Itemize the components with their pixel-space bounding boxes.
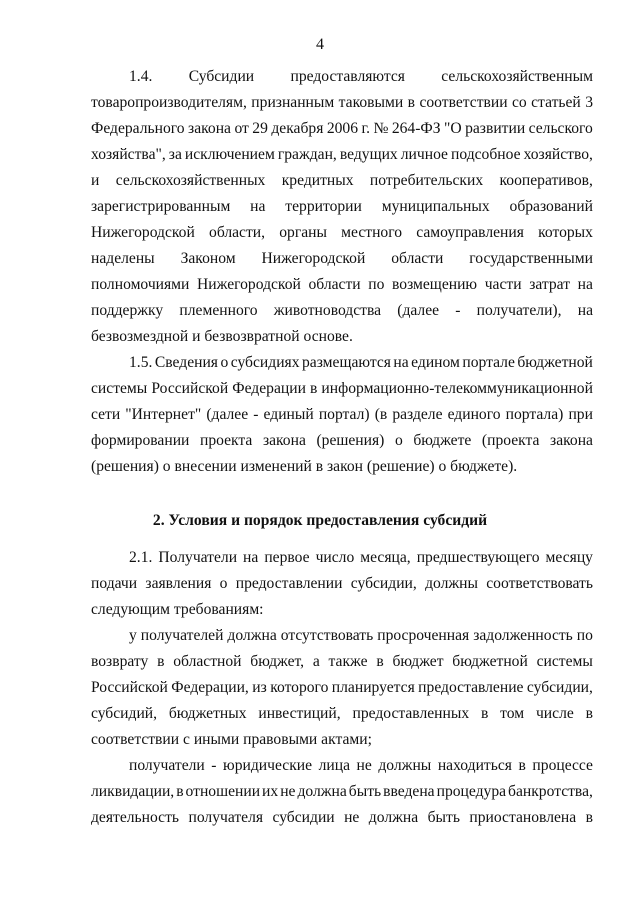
word: бюджет [392,653,444,670]
word: на [577,276,593,293]
word: 2.1. [129,549,153,566]
word: задолженность [473,627,573,644]
word: в [376,653,384,670]
word: (далее [206,406,249,423]
word: (в [374,406,388,423]
word: Субсидии [188,68,255,85]
word: также [328,653,368,670]
word: заявления [145,575,212,592]
text-line [91,116,593,142]
word: отсутствовать [280,627,374,644]
word: находиться [437,757,512,774]
word: предоставление [418,679,524,696]
word: местного [341,224,403,241]
word: лица [318,757,350,774]
word: единый [263,406,314,423]
word: исключением [184,146,275,163]
text-line [91,428,593,454]
word: единого [447,406,501,423]
word: части [484,276,522,293]
word: Федерации [232,380,306,397]
word: со [512,94,527,111]
word: получатели), [476,302,562,319]
word: Российской [91,679,168,696]
word: субсидии, [526,679,593,696]
word: ведущих [339,146,398,163]
word: отношении [185,783,261,800]
word: ликвидации, [91,783,175,800]
word: о [219,575,228,592]
word: территории [285,198,362,215]
word: при [568,406,593,423]
word: которого [270,679,329,696]
word: месяцу [545,549,593,566]
word: по [368,276,385,293]
word: (далее [397,302,440,319]
word: бюджетных [168,705,247,722]
word: органы [279,224,327,241]
word: развитии [465,120,526,137]
text-line [91,220,593,246]
word: таковыми [338,94,404,111]
word: которых [538,224,593,241]
word: образований [509,198,593,215]
word: сети [91,406,121,423]
word: предоставленных [352,705,470,722]
word: получателей [140,627,224,644]
word: деятельность [91,809,180,826]
word: получатели [129,757,205,774]
text-line [91,805,593,831]
word: в [407,94,416,111]
word: граждан, [277,146,337,163]
word: - [455,302,461,319]
word: том [500,705,525,722]
word: 29 [252,120,268,137]
word: первое [264,549,310,566]
word: - [211,757,217,774]
section-heading: 2. Условия и порядок предоставления субсидий [152,512,488,529]
word: области [308,276,361,293]
text-line [91,623,593,649]
text-line [91,64,593,90]
text-line [91,142,593,168]
text-line: безвозмездной и безвозвратной основе. [91,328,353,345]
word: не [280,783,296,800]
text-line [91,701,593,727]
word: бюджетной [517,354,593,371]
word: сельскохозяйственным [441,68,593,85]
word: должна [227,627,277,644]
text-line [91,571,593,597]
word: бюджет, [250,653,305,670]
word: из [252,679,267,696]
word: у [129,627,137,644]
word: субсидии [272,809,335,826]
word: признанным [251,94,335,111]
word: субсидии, [350,575,417,592]
word: портале [462,354,515,371]
word: 3 [585,94,593,111]
word: подсобное [451,146,521,163]
word: областной [173,653,242,670]
text-line [91,246,593,272]
word: наделены [91,250,155,267]
word: муниципальных [381,198,490,215]
word: бюджете [413,432,472,449]
section-1-text [91,64,593,480]
word: формировании [91,432,190,449]
word: декабря [271,120,324,137]
word: Законом [180,250,236,267]
text-line [91,272,593,298]
word: процессе [532,757,593,774]
word: предоставлении [235,575,343,592]
word: Нижегородской [197,276,301,293]
word: и [91,172,100,189]
word: соответствовать [486,575,593,592]
word: племенного [179,302,258,319]
word: процедура [436,783,507,800]
word: Нижегородской [261,250,366,267]
word: не [344,809,360,826]
word: в [585,705,593,722]
word: а [312,653,320,670]
word: должна [297,783,347,800]
word: области [391,250,444,267]
word: г. [361,120,371,137]
word: "О [443,120,462,137]
word: на [393,354,409,371]
word: получателя [188,809,264,826]
word: едином [411,354,460,371]
word: на [250,198,266,215]
text-line [91,779,593,805]
word: разделе [392,406,443,423]
word: размещаются [302,354,391,371]
text-line [91,675,593,701]
word: информационно-телекоммуникационной [321,380,593,397]
word: приостановлена [469,809,577,826]
text-line [91,194,593,220]
word: затрат [529,276,571,293]
word: самоуправления [416,224,524,241]
text-line [91,545,593,571]
word: - [253,406,259,423]
word: просроченная [377,627,470,644]
word: хозяйства", [91,146,166,163]
word: должны [425,575,478,592]
word: по [576,627,593,644]
word: полномочиями [91,276,190,293]
word: должны [378,757,432,774]
word: Сведения [154,354,218,371]
word: 264-ФЗ [391,120,441,137]
word: поддержку [91,302,164,319]
section-2-text [91,545,593,831]
word: в [585,809,593,826]
word: возврату [91,653,149,670]
word: "Интернет" [125,406,202,423]
word: предоставляются [290,68,405,85]
word: не [356,757,372,774]
word: портала) [505,406,564,423]
page-number: 4 [316,36,324,53]
word: предшествующего [416,549,540,566]
word: возмещению [392,276,478,293]
word: закона [188,120,231,137]
word: кредитных [281,172,354,189]
word: проекта [199,432,253,449]
text-line [91,649,593,675]
word: 1.4. [129,68,153,85]
word: сельскохозяйственных [115,172,266,189]
word: инвестиций, [258,705,341,722]
word: товаропроизводителям, [91,94,247,111]
word: 2006 [326,120,359,137]
word: № [373,120,389,137]
word: быть [427,809,460,826]
word: введена [383,783,435,800]
word: быть [348,783,382,800]
word: бюджетной [452,653,528,670]
word: субсидий, [91,705,158,722]
text-line: следующим требованиям: [91,601,264,618]
word: банкротства, [508,783,593,800]
word: потребительских [369,172,484,189]
word: месяца, [360,549,411,566]
word: за [168,146,182,163]
word: соответствии [419,94,508,111]
word: в [176,783,184,800]
word: в [480,705,489,722]
word: числе [535,705,574,722]
word: Нижегородской [91,224,195,241]
word: хозяйство, [523,146,593,163]
word: Получатели [158,549,238,566]
word: от [234,120,249,137]
word: должна [368,809,419,826]
word: подачи [91,575,138,592]
text-line: (решения) о внесении изменений в закон (решение) о бюджете). [91,458,518,475]
word: (проекта [481,432,540,449]
word: юридические [223,757,313,774]
word: портал) [318,406,370,423]
word: закона [550,432,593,449]
word: Федерального [91,120,185,137]
text-line [91,376,593,402]
word: сельского [528,120,593,137]
word: в [309,380,318,397]
word: системы [536,653,593,670]
word: области, [209,224,266,241]
word: в [518,757,526,774]
word: (решения) [316,432,385,449]
text-line [91,402,593,428]
word: зарегистрированным [91,198,231,215]
word: 1.5. [129,354,153,371]
text-line [91,298,593,324]
text-line [91,350,593,376]
word: на [243,549,259,566]
text-line [91,90,593,116]
word: их [262,783,279,800]
text-line [91,168,593,194]
word: закона [262,432,306,449]
word: статьей [531,94,581,111]
word: Российской [151,380,229,397]
word: число [315,549,355,566]
word: личное [400,146,448,163]
word: о [394,432,403,449]
word: Федерации, [171,679,249,696]
word: животноводства [273,302,382,319]
word: государственными [469,250,593,267]
word: на [577,302,593,319]
word: о [220,354,229,371]
word: в [157,653,165,670]
word: кооперативов, [499,172,593,189]
word: субсидиях [230,354,300,371]
word: планируется [331,679,415,696]
text-line [91,753,593,779]
word: системы [91,380,148,397]
text-line: соответствии с иными правовыми актами; [91,731,372,748]
